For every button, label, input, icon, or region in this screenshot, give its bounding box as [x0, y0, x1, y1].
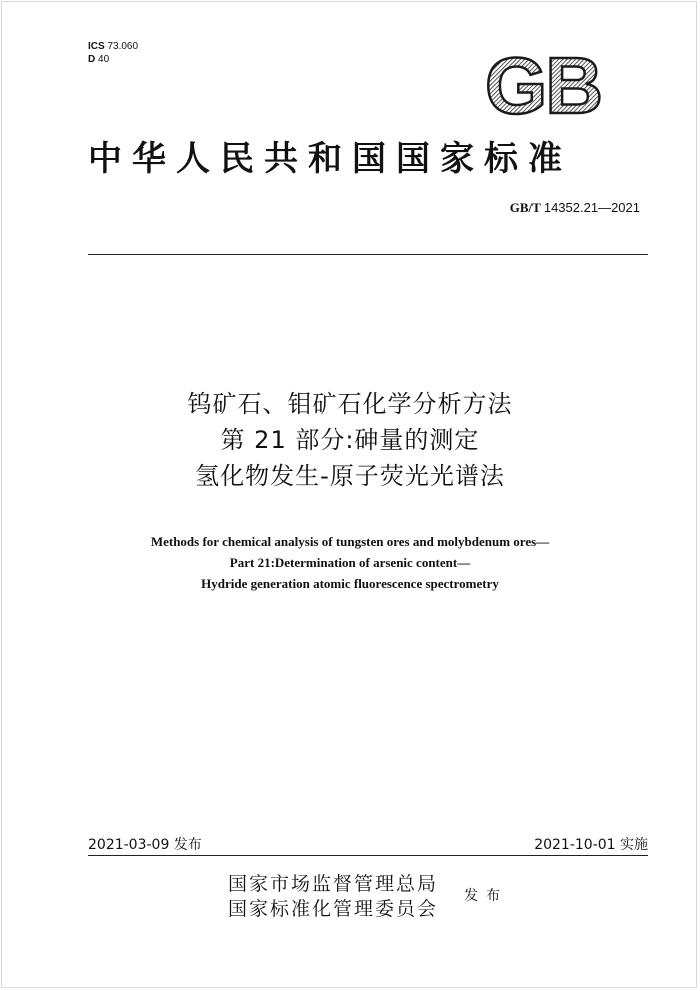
ccs-code	[88, 53, 138, 66]
national-standard-title: 中华人民共和国国家标准	[88, 139, 572, 179]
chinese-title-line-2: 第 21 部分:砷量的测定	[220, 426, 480, 454]
publish-label: 发布	[464, 888, 508, 904]
issuing-authorities	[228, 872, 438, 922]
header-divider	[88, 254, 648, 255]
chinese-title-line-3: 氢化物发生-原子荧光光谱法	[195, 462, 505, 490]
implementation-date: 2021-10-01 实施	[534, 837, 648, 853]
chinese-title	[0, 386, 700, 494]
standard-number	[510, 200, 640, 216]
ccs-label: D	[88, 54, 96, 65]
classification-codes	[88, 40, 138, 66]
gb-logo-text: GB	[485, 50, 601, 120]
standard-number-value: 14352.21—2021	[543, 200, 640, 215]
footer-divider	[88, 855, 648, 856]
issuer-line-1: 国家市场监督管理总局	[228, 873, 439, 895]
english-title-line-2: Part 21:Determination of arsenic content—	[229, 555, 471, 570]
ics-code	[88, 40, 138, 53]
issuer-line-2: 国家标准化管理委员会	[228, 898, 439, 920]
english-title-line-3: Hydride generation atomic fluorescence spectrometry	[201, 576, 499, 591]
ics-label: ICS	[88, 41, 105, 52]
gb-logo-icon	[474, 50, 612, 120]
ics-value: 73.060	[107, 41, 139, 52]
english-title	[0, 531, 700, 594]
ccs-value: 40	[98, 54, 110, 65]
english-title-line-1: Methods for chemical analysis of tungsten ores and molybdenum ores—	[150, 534, 550, 549]
standard-prefix: GB/T	[509, 200, 541, 215]
issue-date: 2021-03-09 发布	[88, 837, 202, 853]
chinese-title-line-1: 钨矿石、钼矿石化学分析方法	[187, 390, 513, 418]
